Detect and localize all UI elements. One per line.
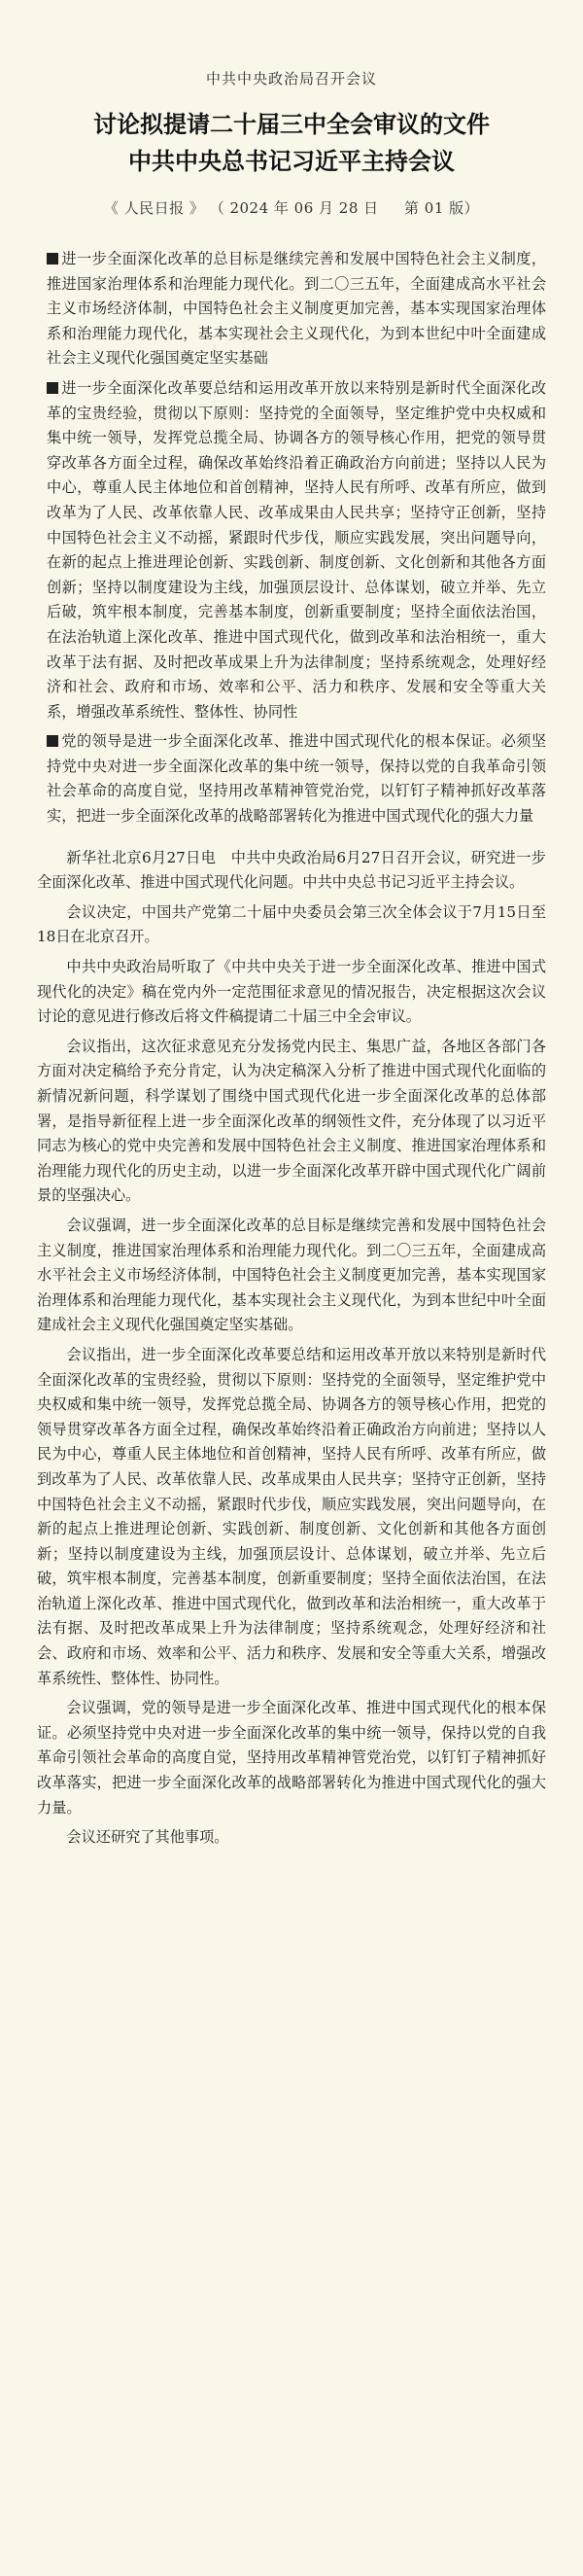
- body-paragraph: 会议还研究了其他事项。: [66, 1828, 229, 1847]
- summary-text: 进一步全面深化改革要总结和运用改革开放以来特别是新时代全面深化改革的宝贵经验，贯彻以下原则：坚持党的全面领导，坚定维护党中央权威和集中统一领导，发挥党总揽全局、协调各方的领导核心作用，把党的领导贯穿改革各方面全过程，确保改革始终沿着正确政治方向前进；坚持以人民为中心，尊重人民主体地位和首创精神，坚持人民有所呼、改革有所应，做到改革为了人民、改革依靠人民、改革成果由人民共享；坚持守正创新，坚持中国特色社会主义不动摇，紧跟时代步伐，顺应实践发展，突出问题导向，在新的起点上推进理论创新、实践创新、制度创新、文化创新和其他各方面创新；坚持以制度建设为主线，加强顶层设计、总体谋划，破立并举、先立后破，筑牢根本制度，完善基本制度，创新重要制度；坚持全面依法治国，在法治轨道上深化改革、推进中国式现代化，做到改革和法治相统一，重大改革于法有据、及时把改革成果上升为法律制度；坚持系统观念，处理好经济和社会、政府和市场、效率和公平、活力和秩序、发展和安全等重大关系，增强改革系统性、整体性、协同性: [47, 378, 546, 721]
- article-kicker: 中共中央政治局召开会议: [205, 70, 377, 88]
- article-headline: 讨论拟提请二十届三中全会审议的文件: [93, 111, 490, 138]
- body-paragraph: 会议强调，党的领导是进一步全面深化改革、推进中国式现代化的根本保证。必须坚持党中央对进一步全面深化改革的集中统一领导，保持以党的自我革命引领社会革命的高度自觉，坚持用改革精神管党治党，以钉钉子精神抓好改革落实，把进一步全面深化改革的战略部署转化为推进中国式现代化的强大力量。: [37, 1699, 546, 1817]
- summary-section: [37, 247, 546, 829]
- square-bullet-icon: [47, 253, 58, 265]
- source-page: 第 01 版）: [404, 199, 480, 217]
- source-paper: 《 人民日报 》: [103, 199, 205, 217]
- summary-item: [37, 376, 546, 724]
- body-paragraph: 会议决定，中国共产党第二十届中央委员会第三次全体会议于7月15日至18日在北京召开。: [37, 902, 546, 946]
- square-bullet-icon: [47, 382, 58, 394]
- body-paragraph: 会议强调，进一步全面深化改革的总目标是继续完善和发展中国特色社会主义制度，推进国家治理体系和治理能力现代化。到二〇三五年，全面建成高水平社会主义市场经济体制，中国特色社会主义制度更加完善，基本实现国家治理体系和治理能力现代化，基本实现社会主义现代化，为到本世纪中叶全面建成社会主义现代化强国奠定坚实基础。: [37, 1216, 546, 1334]
- article-source: [37, 197, 546, 218]
- summary-item: [37, 247, 546, 371]
- body-paragraph: 新华社北京6月27日电 中共中央政治局6月27日召开会议，研究进一步全面深化改革、推进中国式现代化问题。中共中央总书记习近平主持会议。: [37, 848, 546, 892]
- summary-text: 进一步全面深化改革的总目标是继续完善和发展中国特色社会主义制度，推进国家治理体系和治理能力现代化。到二〇三五年，全面建成高水平社会主义市场经济体制，中国特色社会主义制度更加完善，基本实现国家治理体系和治理能力现代化，基本实现社会主义现代化，为到本世纪中叶全面建成社会主义现代化强国奠定坚实基础: [47, 250, 546, 368]
- article-subhead: 中共中央总书记习近平主持会议: [128, 148, 455, 175]
- body-paragraph: 会议指出，这次征求意见充分发扬党内民主、集思广益，各地区各部门各方面对决定稿给予充分肯定，认为决定稿深入分析了推进中国式现代化面临的新情况新问题，科学谋划了围绕中国式现代化进一步全面深化改革的总体部署，是指导新征程上进一步全面深化改革的纲领性文件，充分体现了以习近平同志为核心的党中央完善和发展中国特色社会主义制度、推进国家治理体系和治理能力现代化的历史主动，以进一步全面深化改革开辟中国式现代化广阔前景的坚强决心。: [37, 1037, 546, 1205]
- body-paragraph: 中共中央政治局听取了《中共中央关于进一步全面深化改革、推进中国式现代化的决定》稿在党内外一定范围征求意见的情况报告，决定根据这次会议讨论的意见进行修改后将文件稿提请二十届三中全会审议。: [37, 958, 546, 1026]
- summary-text: 党的领导是进一步全面深化改革、推进中国式现代化的根本保证。必须坚持党中央对进一步全面深化改革的集中统一领导，保持以党的自我革命引领社会革命的高度自觉，坚持用改革精神管党治党，以钉钉子精神抓好改革落实，把进一步全面深化改革的战略部署转化为推进中国式现代化的强大力量: [47, 732, 546, 826]
- article-body: [37, 846, 546, 1851]
- body-paragraph: 会议指出，进一步全面深化改革要总结和运用改革开放以来特别是新时代全面深化改革的宝贵经验，贯彻以下原则：坚持党的全面领导，坚定维护党中央权威和集中统一领导，发挥党总揽全局、协调各方的领导核心作用，把党的领导贯穿改革各方面全过程，确保改革始终沿着正确政治方向前进；坚持以人民为中心，尊重人民主体地位和首创精神，坚持人民有所呼、改革有所应，做到改革为了人民、改革依靠人民、改革成果由人民共享；坚持守正创新，坚持中国特色社会主义不动摇，紧跟时代步伐，顺应实践发展，突出问题导向，在新的起点上推进理论创新、实践创新、制度创新、文化创新和其他各方面创新；坚持以制度建设为主线，加强顶层设计、总体谋划，破立并举、先立后破，筑牢根本制度，完善基本制度，创新重要制度；坚持全面依法治国，在法治轨道上深化改革、推进中国式现代化，做到改革和法治相统一，重大改革于法有据、及时把改革成果上升为法律制度；坚持系统观念，处理好经济和社会、政府和市场、效率和公平、活力和秩序、发展和安全等重大关系，增强改革系统性、整体性、协同性。: [37, 1345, 546, 1687]
- summary-item: [37, 729, 546, 829]
- square-bullet-icon: [47, 735, 58, 747]
- source-date: （ 2024 年 06 月 28 日: [209, 199, 379, 217]
- section-spacer: [37, 834, 546, 846]
